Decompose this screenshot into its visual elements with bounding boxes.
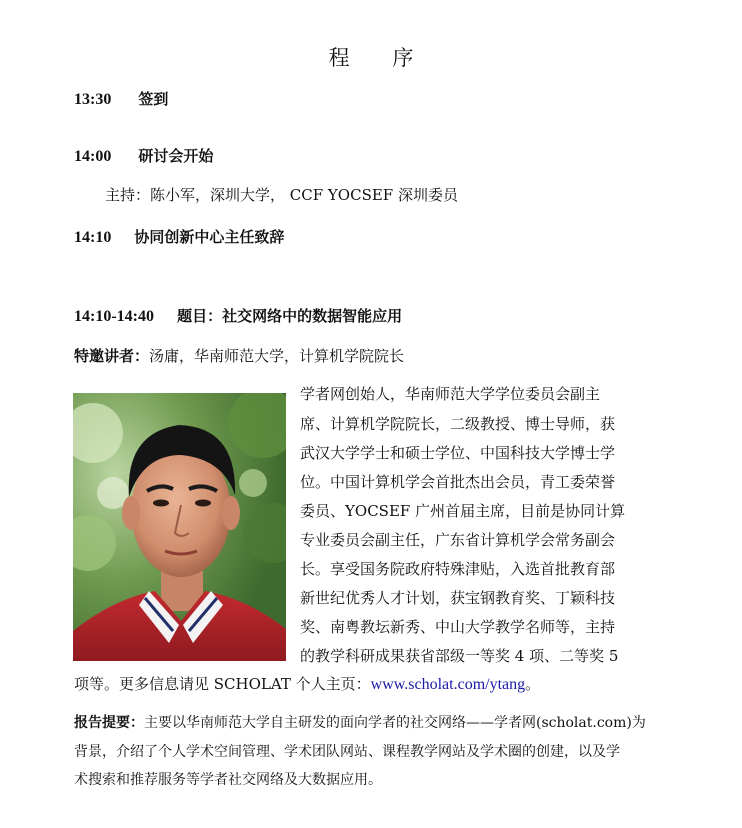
schedule-row <box>74 88 168 109</box>
homepage-link[interactable]: www.scholat.com/ytang <box>370 676 526 693</box>
abstract-line: 术搜索和推荐服务等学者社交网络及大数据应用。 <box>74 772 382 788</box>
bio-line: 武汉大学学士和硕士学位、中国科技大学博士学 <box>300 444 616 462</box>
bio-line: 席、计算机学院院长，二级教授、博士导师，获 <box>300 415 616 433</box>
abstract-line: 背景，介绍了个人学术空间管理、学术团队网站、课程教学网站及学术圈的创建，以及学 <box>74 744 620 760</box>
bio-last-prefix: 项等。更多信息请见 SCHOLAT 个人主页： <box>74 675 371 693</box>
abstract-line <box>74 710 646 737</box>
speaker-line <box>74 345 404 366</box>
bio-line: 新世纪优秀人才计划，获宝钢教育奖、丁颖科技 <box>300 589 616 607</box>
speaker-value: 汤庸，华南师范大学，计算机学院院长 <box>149 347 405 365</box>
bio-line: 长。享受国务院政府特殊津贴，入选首批教育部 <box>300 560 616 578</box>
bio-last-suffix: 。 <box>525 675 541 693</box>
bio-line: 委员、YOCSEF 广州首届主席，目前是协同计算 <box>300 502 626 520</box>
schedule-row <box>74 226 284 247</box>
page-title: 程 序 <box>328 46 432 70</box>
schedule-time: 14:00 <box>74 148 112 165</box>
schedule-event: 签到 <box>138 90 169 108</box>
bio-last-line <box>74 673 540 694</box>
schedule-row <box>74 145 213 166</box>
schedule-time: 13:30 <box>74 91 112 108</box>
bio-line: 位。中国计算机学会首批杰出会员，青工委荣誉 <box>300 473 616 491</box>
schedule-row <box>74 305 402 326</box>
host-line: 主持：陈小军，深圳大学， CCF YOCSEF 深圳委员 <box>105 186 458 204</box>
schedule-event: 研讨会开始 <box>138 147 214 165</box>
schedule-time: 14:10 <box>74 229 112 246</box>
speaker-photo <box>73 393 286 661</box>
schedule-time: 14:10-14:40 <box>74 308 154 325</box>
speaker-label: 特邀讲者： <box>74 347 150 365</box>
abstract-text: 主要以华南师范大学自主研发的面向学者的社交网络——学者网(scholat.com)为 <box>144 715 646 731</box>
bio-line: 学者网创始人，华南师范大学学位委员会副主 <box>300 385 601 403</box>
talk-title: 题目：社交网络中的数据智能应用 <box>177 307 403 325</box>
bio-line: 专业委员会副主任，广东省计算机学会常务副会 <box>300 531 616 549</box>
abstract-label: 报告提要： <box>74 715 144 731</box>
schedule-event: 协同创新中心主任致辞 <box>134 228 285 246</box>
bio-line: 奖、南粤教坛新秀、中山大学教学名师等，主持 <box>300 618 616 636</box>
bio-line: 的教学科研成果获省部级一等奖 4 项、二等奖 5 <box>300 647 619 665</box>
